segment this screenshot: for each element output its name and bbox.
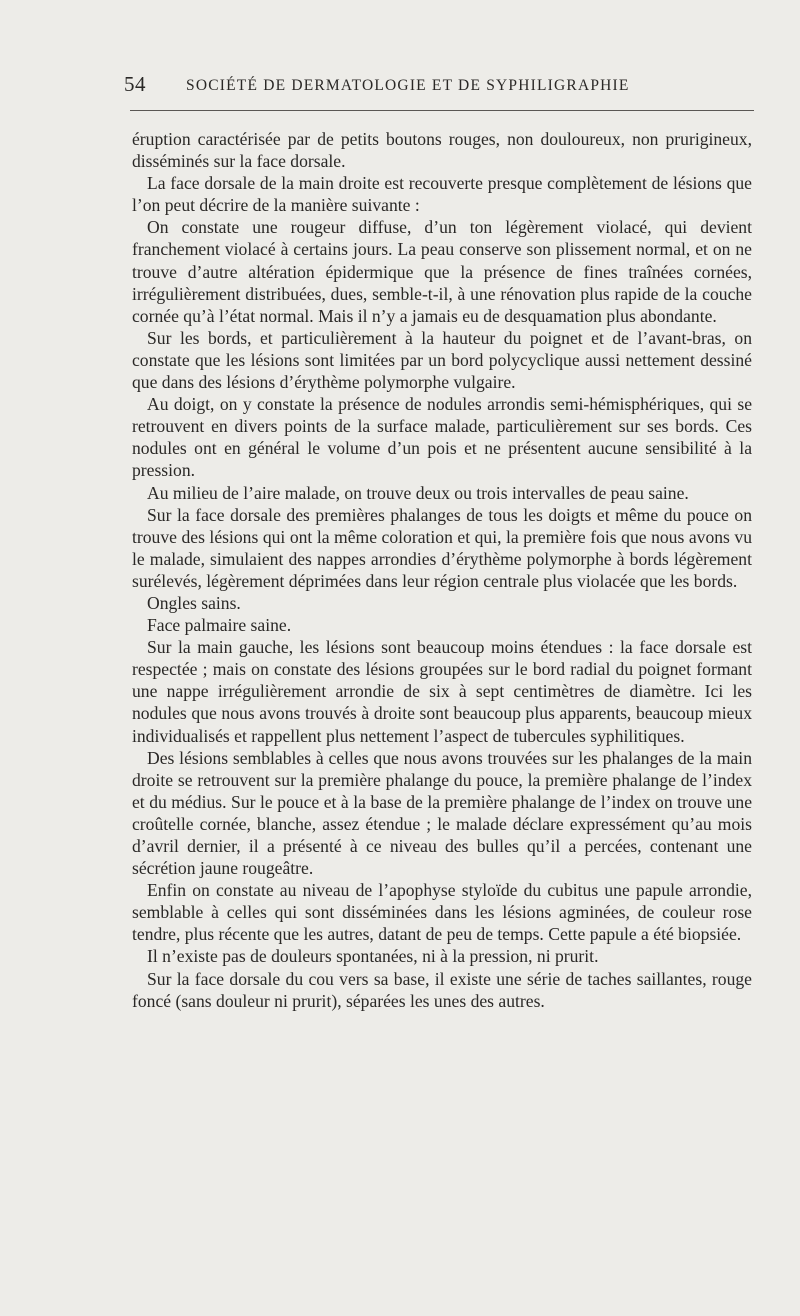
paragraph: Ongles sains. [147,592,241,613]
paragraph: Il n’existe pas de douleurs spontanées, ni à la pression, ni prurit. [147,946,599,967]
page-header [124,72,754,102]
paragraph: Sur la face dorsale du cou vers sa base, il existe une série de taches saillantes, rouge foncé (sans douleur ni prurit), séparées les unes des autres. [132,968,752,1011]
running-title: SOCIÉTÉ DE DERMATOLOGIE ET DE SYPHILIGRAPHIE [186,77,630,94]
header-rule [130,110,754,111]
paragraph: Sur les bords, et particulièrement à la hauteur du poignet et de l’avant-bras, on constate que les lésions sont limitées par un bord polycyclique aussi nettement dessiné que dans des lésions d’érythème polymorphe vulgaire. [132,327,752,393]
paragraph: Sur la main gauche, les lésions sont beaucoup moins étendues : la face dorsale est respectée ; mais on constate des lésions groupées sur le bord radial du poignet formant une nappe irrégulièrement arrondie de six à sept centimètres de diamètre. Ici les nodules que nous avons trouvés à droite sont beaucoup plus apparents, beaucoup mieux individualisés et rappellent plus nettement l’aspect de tubercules syphilitiques. [132,637,752,746]
paragraph: Face palmaire saine. [147,615,292,636]
paragraph: éruption caractérisée par de petits boutons rouges, non douloureux, non prurigineux, disséminés sur la face dorsale. [132,129,752,172]
paragraph: On constate une rougeur diffuse, d’un ton légèrement violacé, qui devient franchement violacé à certains jours. La peau conserve son plissement normal, et on ne trouve d’autre altération épidermique que la présence de fines traînées cornées, irrégulièrement distribuées, dues, semble-t-il, à une rénovation plus rapide de la couche cornée qu’à l’état normal. Mais il n’y a jamais eu de desquamation plus abondante. [132,217,752,326]
paragraph: La face dorsale de la main droite est recouverte presque complètement de lésions que l’on peut décrire de la manière suivante : [132,173,752,216]
paragraph: Sur la face dorsale des premières phalanges de tous les doigts et même du pouce on trouve des lésions qui ont la même coloration et qui, la première fois que nous avons vu le malade, simulaient des nappes arrondies d’érythème polymorphe à bords légèrement surélevés, légèrement déprimées dans leur région centrale plus violacée que les bords. [132,504,752,591]
paragraph: Au milieu de l’aire malade, on trouve deux ou trois intervalles de peau saine. [147,482,689,503]
paragraph: Enfin on constate au niveau de l’apophyse styloïde du cubitus une papule arrondie, semblable à celles qui sont disséminées dans les lésions agminées, de couleur rose tendre, plus récente que les autres, datant de peu de temps. Cette papule a été biopsiée. [132,880,752,945]
page-number: 54 [124,72,146,96]
body-text [132,128,752,1012]
paragraph: Des lésions semblables à celles que nous avons trouvées sur les phalanges de la main droite se retrouvent sur la première phalange du pouce, la première phalange de l’index et du médius. Sur le pouce et à la base de la première phalange de l’index on trouve une croûtelle cornée, blanche, assez étendue ; le malade déclare expressément qu’au mois d’avril dernier, il a présenté à ce niveau des bulles qu’il a percées, contenant une sécrétion jaune rougeâtre. [132,747,752,879]
paragraph: Au doigt, on y constate la présence de nodules arrondis semi-hémisphériques, qui se retrouvent en divers points de la surface malade, particulièrement sur ses bords. Ces nodules ont en général le volume d’un pois et ne présentent aucune sensibilité à la pression. [132,394,752,481]
